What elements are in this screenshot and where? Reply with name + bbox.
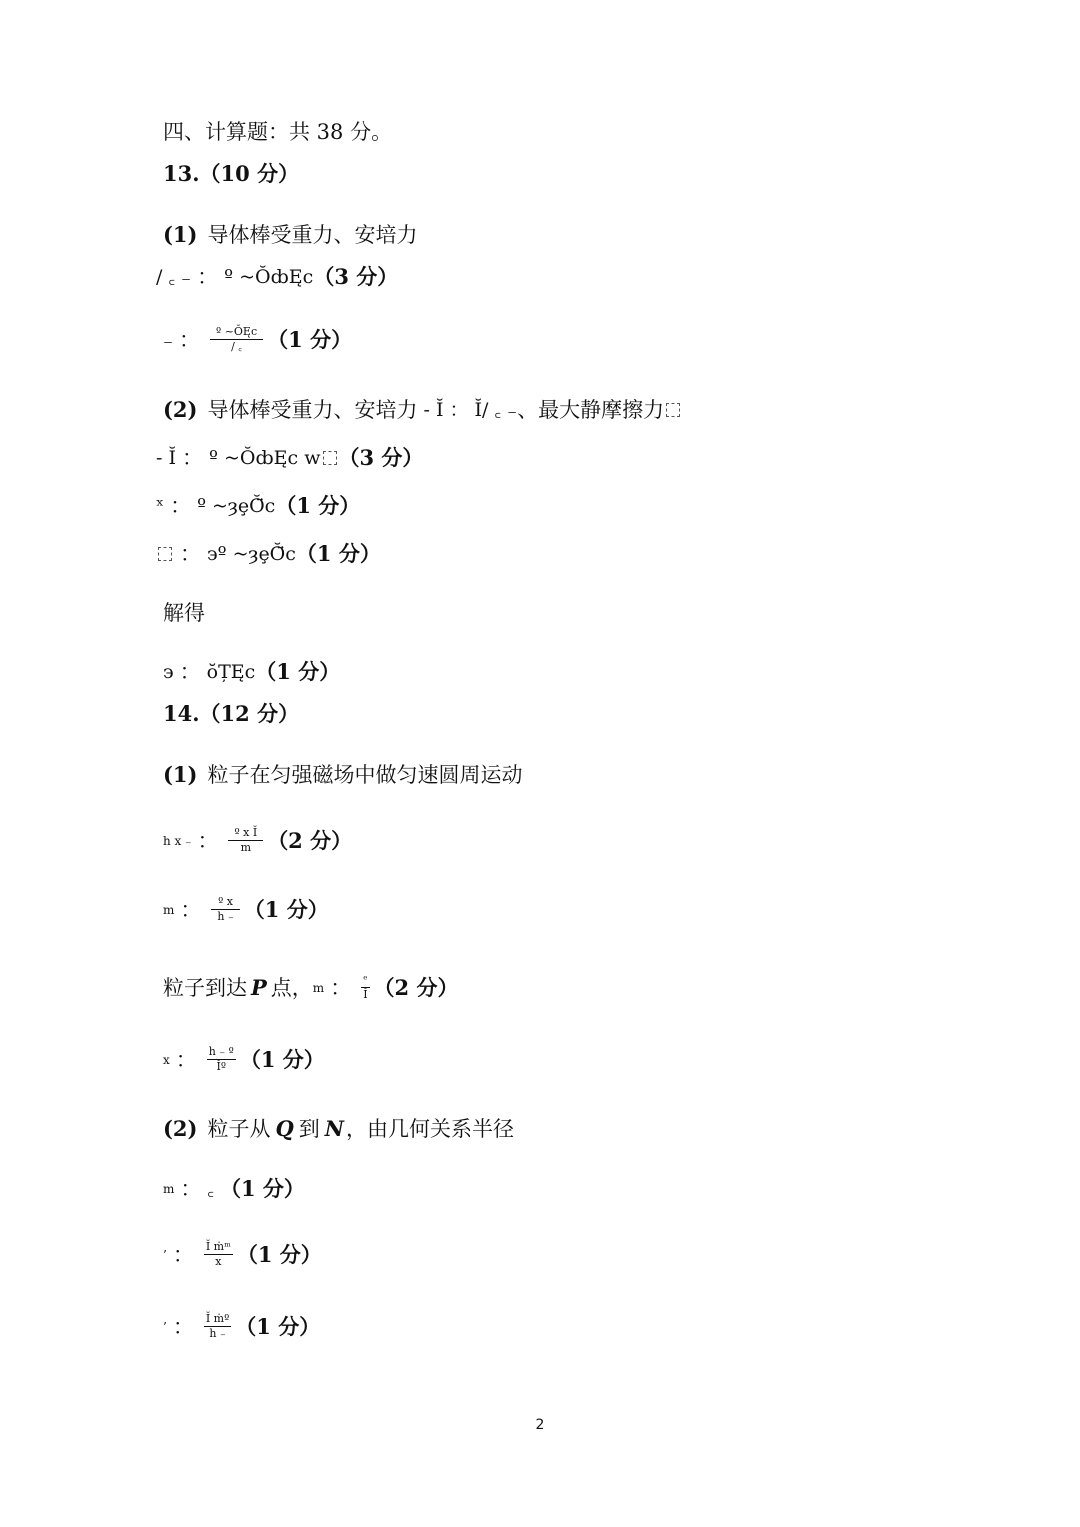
q14-header: 14.（12 分） xyxy=(163,701,300,726)
q14-eq1: h x ₋ ： $\frac{\text{º x Ĭ}}{m}$ （2 分） xyxy=(163,826,353,854)
fraction: $\frac{\text{h ₋ º}}{\text{Ĭº}}$ xyxy=(208,1045,234,1073)
q13-eq2: ₋ ： $\frac{\text{º \textasciitilde{}ŎĘc}}{/ ꜀}$ （1 分） xyxy=(163,325,353,353)
q14-part1-intro: (1) 粒子在匀强磁场中做匀速圆周运动 xyxy=(163,762,523,787)
q14-part2-intro: (2) 粒子从 Q 到 N ，由几何关系半径 xyxy=(163,1116,514,1141)
fraction: $\frac{\text{Ĭ ṁº}}{h _-}$ xyxy=(205,1312,230,1340)
fraction: $\frac{\text{ᵉ}}{Ĭ}$ xyxy=(363,973,368,1001)
page-number: 2 xyxy=(535,1417,545,1433)
q14-eq3: 粒子到达 P 点， m ： $\frac{\text{ᵉ}}{Ĭ}$ （2 分） xyxy=(163,973,459,1001)
placeholder-box-icon xyxy=(666,403,680,417)
q13-eq6: э ： ŏȚĘc （1 分） xyxy=(163,659,341,684)
fraction: $\frac{\text{º \textasciitilde{}ŎĘc}}{/ ꜀}$ xyxy=(210,325,263,354)
q13-eq5: ： эº ~ȝȩŎ̈c （1 分） xyxy=(156,540,381,568)
q13-eq3: - Ĭ ： º ~ŎȸĘc w （3 分） xyxy=(156,445,424,470)
q14-eq7: ’ ： $\frac{\text{Ĭ ṁº}}{h _-}$ （1 分） xyxy=(163,1312,321,1340)
q13-eq4: ˣ ： º ~ȝȩŎ̈c （1 分） xyxy=(156,493,361,518)
q13-header: 13.（10 分） xyxy=(163,161,300,186)
placeholder-box-icon xyxy=(323,451,337,465)
q13-solve-label: 解得 xyxy=(163,601,205,625)
q14-eq2: m ： $\frac{\text{º x}}{h _-}$ （1 分） xyxy=(163,895,329,923)
section-title: 四、计算题：共 38 分。 xyxy=(163,120,393,144)
q13-part1-intro: (1) 导体棒受重力、安培力 xyxy=(163,222,418,247)
q13-eq1: / ꜀ ₋ ： º ~ŎȸĘc （3 分） xyxy=(156,264,399,289)
fraction: $\frac{\text{º x}}{h _-}$ xyxy=(211,895,239,924)
placeholder-box-icon xyxy=(158,547,172,561)
q14-eq5: m ： ꜀ （1 分） xyxy=(163,1176,305,1201)
fraction: $\frac{\text{º x Ĭ}}{m}$ xyxy=(228,826,263,855)
q13-part2-intro: (2) 导体棒受重力、安培力 - Ĭ ： Ĭ/ ꜀ ₋ 、最大静摩擦力 xyxy=(163,396,682,424)
q14-eq6: ’ ： $\frac{\text{Ĭ ṁᵐ}}{x}$ （1 分） xyxy=(163,1240,322,1268)
q14-eq4: x ： $\frac{\text{h ₋ º}}{\text{Ĭº}}$ （1 分） xyxy=(163,1045,325,1073)
fraction: $\frac{\text{Ĭ ṁᵐ}}{x}$ xyxy=(205,1240,231,1268)
